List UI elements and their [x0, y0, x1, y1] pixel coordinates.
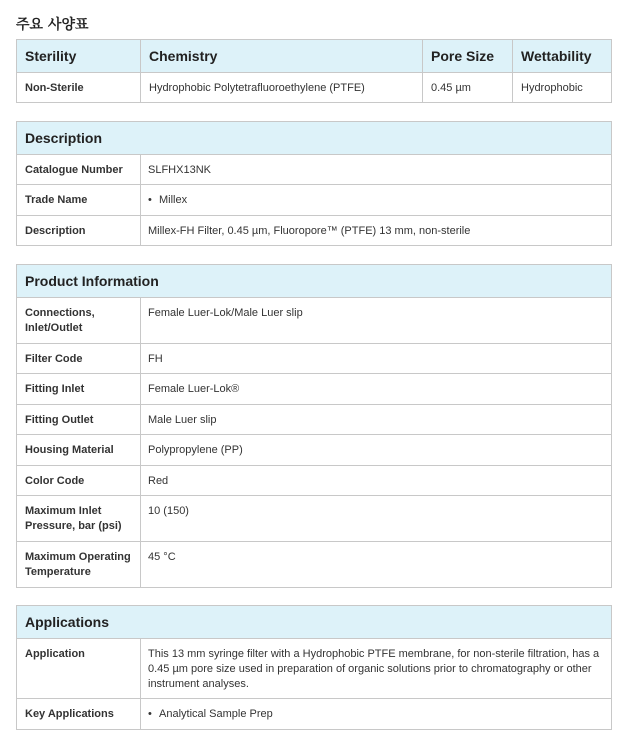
applications-table — [16, 605, 612, 730]
row-value: This 13 mm syringe filter with a Hydrophobic PTFE membrane, for non-sterile filtration, has a 0.45 µm pore size used in preparation of organic solutions prior to chromatography or other instrument analyses. — [141, 639, 612, 699]
table-row — [17, 405, 612, 435]
row-value: Red — [141, 466, 612, 496]
description-section-title: Description — [17, 122, 612, 155]
wettability-value: Hydrophobic — [513, 73, 612, 103]
page-title: 주요 사양표 — [16, 17, 89, 33]
row-value: FH — [141, 344, 612, 374]
table-row — [17, 435, 612, 466]
row-label: Connections, Inlet/Outlet — [17, 298, 141, 344]
table-row — [17, 496, 612, 542]
table-row — [17, 185, 612, 216]
row-label: Catalogue Number — [17, 155, 141, 185]
row-label: Key Applications — [17, 699, 141, 730]
description-table — [16, 121, 612, 246]
pore-size-value: 0.45 µm — [423, 73, 513, 103]
table-row — [17, 374, 612, 405]
chemistry-value: Hydrophobic Polytetrafluoroethylene (PTFE) — [141, 73, 423, 103]
table-row — [17, 699, 612, 730]
row-label: Fitting Outlet — [17, 405, 141, 435]
row-label: Color Code — [17, 466, 141, 496]
table-row — [17, 298, 612, 344]
row-value: 45 °C — [141, 542, 612, 588]
row-value: Female Luer-Lok® — [141, 374, 612, 405]
row-label: Application — [17, 639, 141, 699]
table-row — [17, 466, 612, 496]
header-sterility: Sterility — [17, 40, 141, 73]
product-info-table — [16, 264, 612, 588]
header-wettability: Wettability — [513, 40, 612, 73]
row-label: Fitting Inlet — [17, 374, 141, 405]
table-row — [17, 344, 612, 374]
row-label: Maximum Operating Temperature — [17, 542, 141, 588]
key-specs-header-row — [17, 40, 612, 73]
row-label: Filter Code — [17, 344, 141, 374]
header-chemistry: Chemistry — [141, 40, 423, 73]
applications-section-title: Applications — [17, 606, 612, 639]
header-pore-size: Pore Size — [423, 40, 513, 73]
table-row — [17, 542, 612, 588]
row-value: 10 (150) — [141, 496, 612, 542]
product-info-section-title: Product Information — [17, 265, 612, 298]
row-value: Polypropylene (PP) — [141, 435, 612, 466]
row-value: SLFHX13NK — [141, 155, 612, 185]
table-row — [17, 155, 612, 185]
sterility-value: Non-Sterile — [17, 73, 141, 103]
row-value — [141, 699, 612, 730]
table-row — [17, 216, 612, 246]
table-row — [17, 639, 612, 699]
row-label: Maximum Inlet Pressure, bar (psi) — [17, 496, 141, 542]
row-label: Housing Material — [17, 435, 141, 466]
row-label: Description — [17, 216, 141, 246]
row-value — [141, 185, 612, 216]
list-item: • Analytical Sample Prep — [148, 708, 273, 720]
key-specs-table — [16, 39, 612, 103]
row-value: Male Luer slip — [141, 405, 612, 435]
row-value: Millex-FH Filter, 0.45 µm, Fluoropore™ (PTFE) 13 mm, non-sterile — [141, 216, 612, 246]
row-label: Trade Name — [17, 185, 141, 216]
row-value: Female Luer-Lok/Male Luer slip — [141, 298, 612, 344]
list-item: • Millex — [148, 194, 187, 206]
key-specs-value-row — [17, 73, 612, 103]
